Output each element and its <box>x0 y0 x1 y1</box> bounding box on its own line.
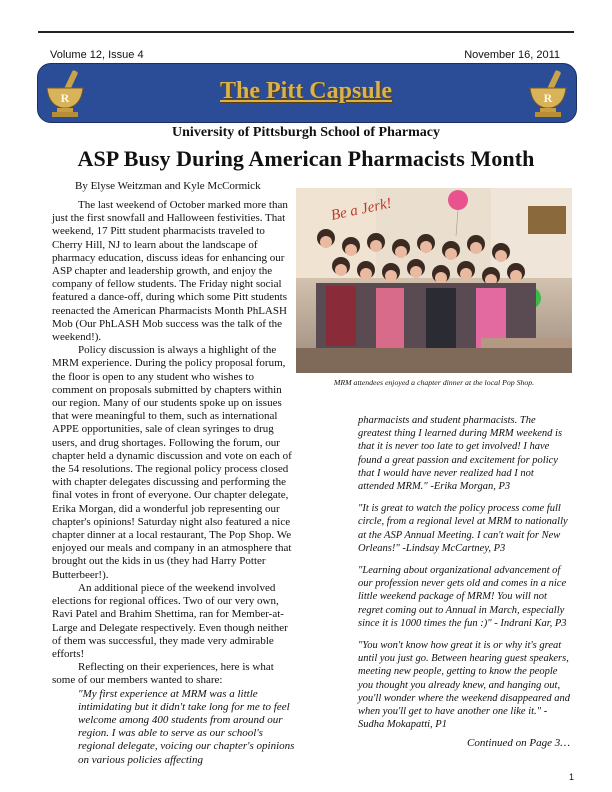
newsletter-title: The Pitt Capsule <box>219 78 392 104</box>
byline: By Elyse Weitzman and Kyle McCormick <box>75 180 261 192</box>
top-rule <box>38 31 574 33</box>
member-quote: pharmacists and student pharmacists. The greatest thing I learned during MRM weekend is that it is never too late to get involved! I have found a great passion and excitement for policy that I would have never realized had I not attended MRM." -Erika Morgan, P3 <box>358 415 563 493</box>
paragraph: The last weekend of October marked more than just the first snowfall and Halloween festivities. That weekend, 17 Pitt student pharmacists traveled to Cherry Hill, NJ to learn about the landscape of pharmacy education, discuss ideas for enhancing our ASP chapter and leadership growth, and enjoy the company of fellow students. The Friday night social featured a dance-off, during which some Pitt students reenacted the American Pharmacists Month PhLASH Mob (Our PhLASH Mob success was the talk of the weekend!). <box>52 199 288 344</box>
continued-link[interactable]: Continued on Page 3… <box>467 737 570 749</box>
svg-text:R: R <box>543 91 553 105</box>
member-quote: "It is great to watch the policy process come full circle, from a regional level at MRM to nationally at the ASP Annual Meeting. I can't wait for New Orleans!" -Lindsay McCartney, P3 <box>358 503 568 554</box>
school-name: University of Pittsburgh School of Pharmacy <box>172 125 440 140</box>
paragraph: An additional piece of the weekend involved elections for regional offices. Two of our very own, Ravi Patel and Brahim Shettima, ran for Member-at-Large and Delegate respectively. Even though neither of them was successful, they made very admirable efforts! <box>52 581 288 660</box>
paragraph: Policy discussion is always a highlight of the MRM experience. During the policy proposal forum, the floor is open to any student who wishes to comment on proposals submitted by chapters within our region. Many of our students spoke up on issues that were meaningful to them, such as international APPE opportunities, sale of clean syringes to drug users, and drug shortages. Following the forum, our chapter held a dynamic discussion and vote on each of the 54 resolutions. The regional policy process closed with chapter delegates discussing and performing the final votes in front of everyone. Our chapter delegate, Erika Morgan, did a wonderful job representing our chapter's opinions! Saturday night also featured a nice chapter dinner at a local restaurant, The Pop Shop. We enjoyed our meals and company in an atmosphere that brought out the kids in us (they had Harry Potter Butterbeer!). <box>52 344 292 581</box>
group-photo <box>296 188 572 373</box>
paragraph: Reflecting on their experiences, here is what some of our members wanted to share: <box>52 661 274 687</box>
photo-caption: MRM attendees enjoyed a chapter dinner at the local Pop Shop. <box>333 378 535 387</box>
article-headline: ASP Busy During American Pharmacists Month <box>77 146 535 171</box>
page-number: 1 <box>568 772 574 782</box>
member-quote: "Learning about organizational advancement of our profession never gets old and comes in a nice little weekend package of MRM! You will not regret coming out to Annual in March, especially since it is 1000 times the fun :)" - Indrani Kar, P3 <box>358 565 567 629</box>
issue-date: November 16, 2011 <box>464 49 560 61</box>
member-quote: "You won't know how great it is or why it's great until you just go. Between hearing guest speakers, meeting new people, getting to know the people you thought you already knew, and hanging out, you'll wonder where the weekend disappeared and when you'll get to have another one like it." - Sudha Mokapatti, P1 <box>358 640 571 731</box>
right-column <box>358 414 570 740</box>
member-quote: "My first experience at MRM was a little intimidating but it didn't take long for me to feel welcome among 400 students from around our region. I was able to serve as our school's regional delegate, voicing our chapter's opinions on various policies affecting <box>78 687 295 766</box>
volume-issue: Volume 12, Issue 4 <box>50 49 144 61</box>
photo-illustration <box>296 188 572 373</box>
svg-text:R: R <box>60 91 70 105</box>
left-column <box>52 199 297 767</box>
photo-sign: Be a Jerk! <box>329 195 394 224</box>
